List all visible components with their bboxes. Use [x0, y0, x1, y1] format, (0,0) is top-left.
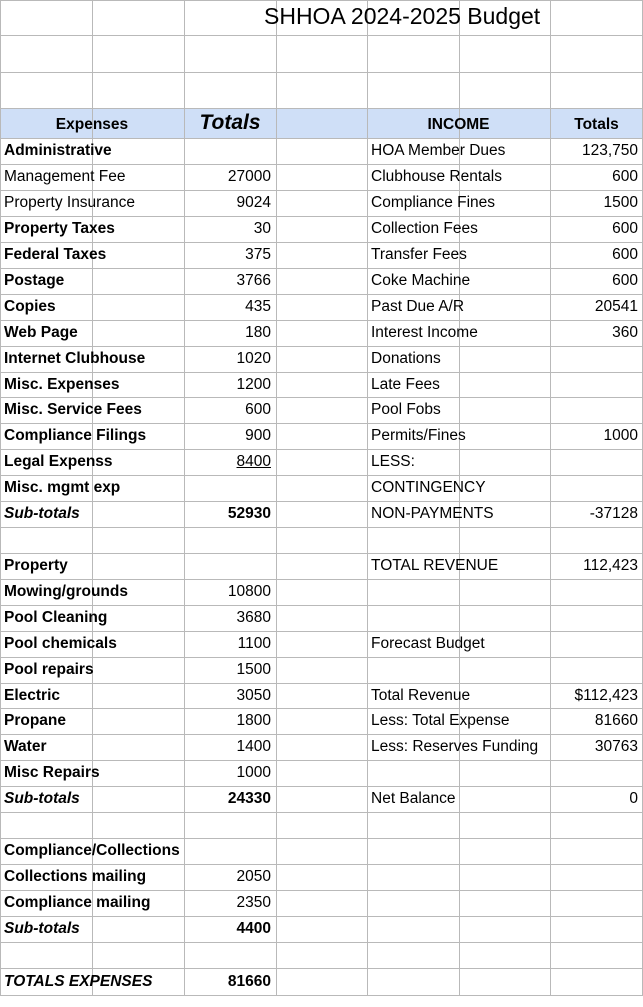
- expenses-totals-header: Totals: [199, 111, 261, 134]
- income-label: Late Fees: [371, 376, 440, 393]
- income-value: [550, 475, 643, 501]
- grid-row-line: [0, 108, 643, 109]
- expense-label: Management Fee: [4, 168, 126, 185]
- expense-label: Collections mailing: [4, 868, 147, 885]
- income-value: [550, 449, 643, 475]
- grid-row-line: [0, 942, 643, 943]
- expense-label: Compliance mailing: [4, 894, 151, 911]
- expense-label: Postage: [4, 272, 65, 289]
- expense-value: 30: [253, 220, 271, 237]
- expense-value: 375: [245, 246, 271, 263]
- income-label: NON-PAYMENTS: [371, 505, 494, 522]
- income-label: HOA Member Dues: [371, 142, 506, 159]
- expense-value: 2050: [236, 868, 271, 885]
- grid-row-line: [0, 995, 643, 996]
- income-value: [550, 346, 643, 372]
- expense-label: Propane: [4, 712, 67, 729]
- expense-value: 2350: [236, 894, 271, 911]
- expense-value: 27000: [227, 168, 271, 185]
- forecast-title: Forecast Budget: [371, 635, 485, 652]
- income-value: 123,750: [581, 142, 638, 159]
- expense-label: Pool Cleaning: [4, 609, 108, 626]
- income-value: 1000: [603, 427, 638, 444]
- income-value: 1500: [603, 194, 638, 211]
- total-revenue-label: TOTAL REVENUE: [371, 557, 499, 574]
- income-header: INCOME: [427, 116, 490, 133]
- income-value: [550, 397, 643, 423]
- total-expenses-label: TOTALS EXPENSES: [4, 973, 153, 990]
- income-label: CONTINGENCY: [371, 479, 486, 496]
- expense-label: Internet Clubhouse: [4, 350, 146, 367]
- section-label-property: Property: [4, 557, 68, 574]
- expense-value: [184, 475, 276, 501]
- section-label-administrative: Administrative: [4, 142, 112, 159]
- income-label: Clubhouse Rentals: [371, 168, 502, 185]
- expense-value: 9024: [236, 194, 271, 211]
- section-label-compliance: Compliance/Collections: [4, 842, 180, 859]
- subtotal-value: 24330: [227, 790, 271, 807]
- subtotal-label: Sub-totals: [4, 505, 80, 522]
- expense-value: 8400: [236, 453, 271, 470]
- expense-label: Legal Expenss: [4, 453, 113, 470]
- expense-value: 1200: [236, 376, 271, 393]
- forecast-value: $112,423: [574, 687, 638, 704]
- expense-value: 1500: [236, 661, 271, 678]
- forecast-label: Less: Reserves Funding: [371, 738, 539, 755]
- grid-row-line: [0, 916, 643, 917]
- expense-label: Federal Taxes: [4, 246, 107, 263]
- expense-label: Misc. Service Fees: [4, 401, 142, 418]
- subtotal-label: Sub-totals: [4, 920, 80, 937]
- expense-value: 1800: [236, 712, 271, 729]
- expense-value: 1100: [237, 635, 271, 652]
- income-value: 600: [612, 272, 638, 289]
- income-label: Coke Machine: [371, 272, 471, 289]
- expense-value: 3766: [236, 272, 271, 289]
- income-label: Transfer Fees: [371, 246, 467, 263]
- income-value: 600: [612, 246, 638, 263]
- grid-row-line: [0, 35, 643, 36]
- income-label: Past Due A/R: [371, 298, 465, 315]
- income-label: Donations: [371, 350, 441, 367]
- expense-label: Misc Repairs: [4, 764, 100, 781]
- grid-column-line: [276, 0, 277, 995]
- expense-label: Electric: [4, 687, 61, 704]
- expense-label: Property Insurance: [4, 194, 135, 211]
- net-balance-value: 0: [629, 790, 638, 807]
- expense-label: Copies: [4, 298, 56, 315]
- expense-label: Web Page: [4, 324, 78, 341]
- subtotal-value: 52930: [227, 505, 271, 522]
- income-value: -37128: [589, 505, 638, 522]
- expense-label: Pool repairs: [4, 661, 94, 678]
- income-label: Interest Income: [371, 324, 478, 341]
- income-value: 600: [612, 168, 638, 185]
- expense-value: 3050: [236, 687, 271, 704]
- expense-label: Misc. Expenses: [4, 376, 120, 393]
- expense-label: Mowing/grounds: [4, 583, 128, 600]
- income-value: [550, 372, 643, 397]
- net-balance-label: Net Balance: [371, 790, 456, 807]
- total-revenue-value: 112,423: [583, 557, 638, 574]
- subtotal-value: 4400: [236, 920, 271, 937]
- subtotal-label: Sub-totals: [4, 790, 80, 807]
- expense-value: 900: [245, 427, 271, 444]
- forecast-label: Total Revenue: [371, 687, 471, 704]
- expense-label: Compliance Filings: [4, 427, 147, 444]
- expense-label: Misc. mgmt exp: [4, 479, 121, 496]
- expense-label: Pool chemicals: [4, 635, 117, 652]
- total-expenses-value: 81660: [227, 973, 271, 990]
- expense-value: 600: [245, 401, 271, 418]
- grid-row-line: [0, 72, 643, 73]
- income-label: Compliance Fines: [371, 194, 496, 211]
- grid-row-line: [0, 812, 643, 813]
- expense-value: 1000: [236, 764, 271, 781]
- expense-value: 10800: [227, 583, 271, 600]
- income-label: Permits/Fines: [371, 427, 466, 444]
- income-value: 20541: [594, 298, 638, 315]
- grid-row-line: [0, 527, 643, 528]
- expense-label: Water: [4, 738, 47, 755]
- expense-value: 1400: [236, 738, 271, 755]
- income-totals-header: Totals: [574, 116, 619, 133]
- forecast-label: Less: Total Expense: [371, 712, 510, 729]
- expense-value: 180: [245, 324, 271, 341]
- income-value: 600: [612, 220, 638, 237]
- forecast-value: 81660: [594, 712, 638, 729]
- forecast-value: 30763: [594, 738, 638, 755]
- expenses-header: Expenses: [55, 116, 129, 133]
- income-label: Pool Fobs: [371, 401, 441, 418]
- expense-value: 3680: [236, 609, 271, 626]
- sheet-title: SHHOA 2024-2025 Budget: [264, 3, 541, 29]
- income-value: 360: [612, 324, 638, 341]
- expense-value: 435: [245, 298, 271, 315]
- income-label: Collection Fees: [371, 220, 478, 237]
- income-label: LESS:: [371, 453, 415, 470]
- expense-label: Property Taxes: [4, 220, 115, 237]
- expense-value: 1020: [236, 350, 271, 367]
